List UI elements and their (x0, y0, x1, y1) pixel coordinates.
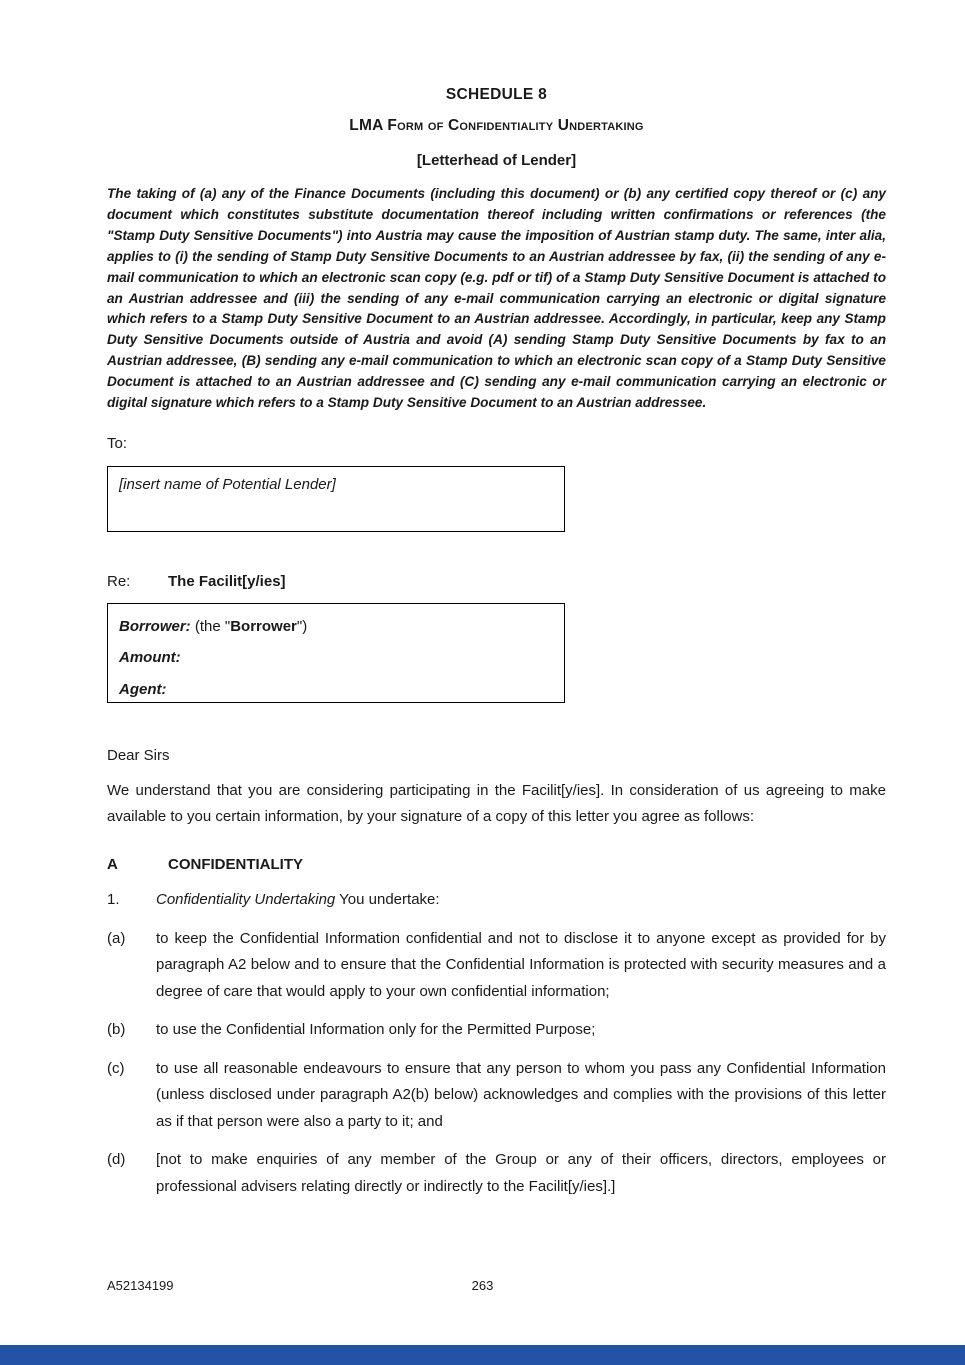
clause-1-text (156, 887, 886, 914)
footer-accent-bar (0, 1345, 965, 1365)
re-label: Re: (107, 572, 131, 590)
borrower-label: Borrower: (119, 617, 191, 635)
list-item-a-marker: (a) (107, 929, 126, 947)
borrower-post-text: ") (296, 617, 308, 635)
list-item-c (107, 1056, 886, 1136)
list-item-a (107, 926, 886, 1006)
list-item-c-marker: (c) (107, 1059, 125, 1077)
list-item-d-marker: (d) (107, 1151, 126, 1169)
section-a-marker: A (107, 855, 118, 873)
lender-placeholder-text: [insert name of Potential Lender] (119, 475, 336, 493)
facility-details-box (107, 603, 565, 703)
section-a-title: CONFIDENTIALITY (168, 855, 303, 873)
schedule-title: SCHEDULE 8 (445, 86, 548, 103)
letterhead-placeholder: [Letterhead of Lender] (416, 152, 577, 169)
amount-label: Amount: (119, 649, 181, 667)
document-subtitle: LMA Form of Confidentiality Undertaking (349, 117, 644, 134)
clause-1-defined-phrase: Confidentiality Undertaking (156, 891, 336, 909)
re-subject: The Facilit[y/ies] (168, 572, 286, 590)
list-item-d-text: [not to make enquiries of any member of the Group or any of their officers, directors, employees or professional advisers relating directly or indirectly to the Facilit[y/ies].] (156, 1151, 886, 1195)
borrower-defined-term: Borrower (230, 617, 297, 635)
to-label: To: (107, 434, 128, 452)
agent-label: Agent: (119, 680, 167, 698)
clause-1 (107, 887, 886, 914)
list-item-d (107, 1147, 886, 1200)
section-a-heading (107, 852, 886, 879)
potential-lender-box (107, 466, 565, 532)
re-line (107, 573, 886, 590)
borrower-pre-text: (the " (190, 617, 231, 635)
list-item-b-marker: (b) (107, 1021, 126, 1039)
salutation: Dear Sirs (107, 746, 170, 764)
borrower-line (119, 611, 553, 643)
list-item-c-text: to use all reasonable endeavours to ensure that any person to whom you pass any Confidential Information (unless disclosed under paragraph A2(b) below) acknowledges and complies with the provisions of this letter as if that person were also a party to it; and (156, 1059, 886, 1130)
document-reference: A52134199 (107, 1278, 174, 1293)
list-item-b-text: to use the Confidential Information only for the Permitted Purpose; (156, 1021, 596, 1039)
intro-paragraph: We understand that you are considering participating in the Facilit[y/ies]. In consideration of us agreeing to make available to you certain information, by your signature of a copy of this letter you agree as follows: (107, 781, 886, 826)
clause-1-marker: 1. (107, 891, 120, 909)
page-number: 263 (471, 1278, 494, 1293)
list-item-a-text: to keep the Confidential Information confidential and not to disclose it to anyone except as provided for by paragraph A2 below and to ensure that the Confidential Information is protected with security measures and a degree of care that would apply to your own confidential information; (156, 929, 886, 1000)
clause-1-rest: You undertake: (335, 891, 440, 909)
document-content (107, 0, 886, 1200)
list-item-b (107, 1017, 886, 1044)
stamp-duty-notice: The taking of (a) any of the Finance Documents (including this document) or (b) any certified copy thereof or (c) any document which constitutes substitute documentation thereof including written confirmations or references (the "Stamp Duty Sensitive Documents") into Austria may cause the imposition of Austrian stamp duty. The same, inter alia, applies to (i) the sending of Stamp Duty Sensitive Documents to an Austrian addressee by fax, (ii) the sending of any e-mail communication to which an electronic scan copy (e.g. pdf or tif) of a Stamp Duty Sensitive Document is attached to an Austrian addressee and (iii) the sending of any e-mail communication carrying an electronic or digital signature which refers to a Stamp Duty Sensitive Document to an Austrian addressee. Accordingly, in particular, keep any Stamp Duty Sensitive Documents outside of Austria and avoid (A) sending Stamp Duty Sensitive Documents by fax to an Austrian addressee, (B) sending any e-mail communication to which an electronic scan copy of a Stamp Duty Sensitive Document is attached to an Austrian addressee and (C) sending any e-mail communication carrying an electronic or digital signature which refers to a Stamp Duty Sensitive Document to an Austrian addressee. (107, 186, 886, 411)
